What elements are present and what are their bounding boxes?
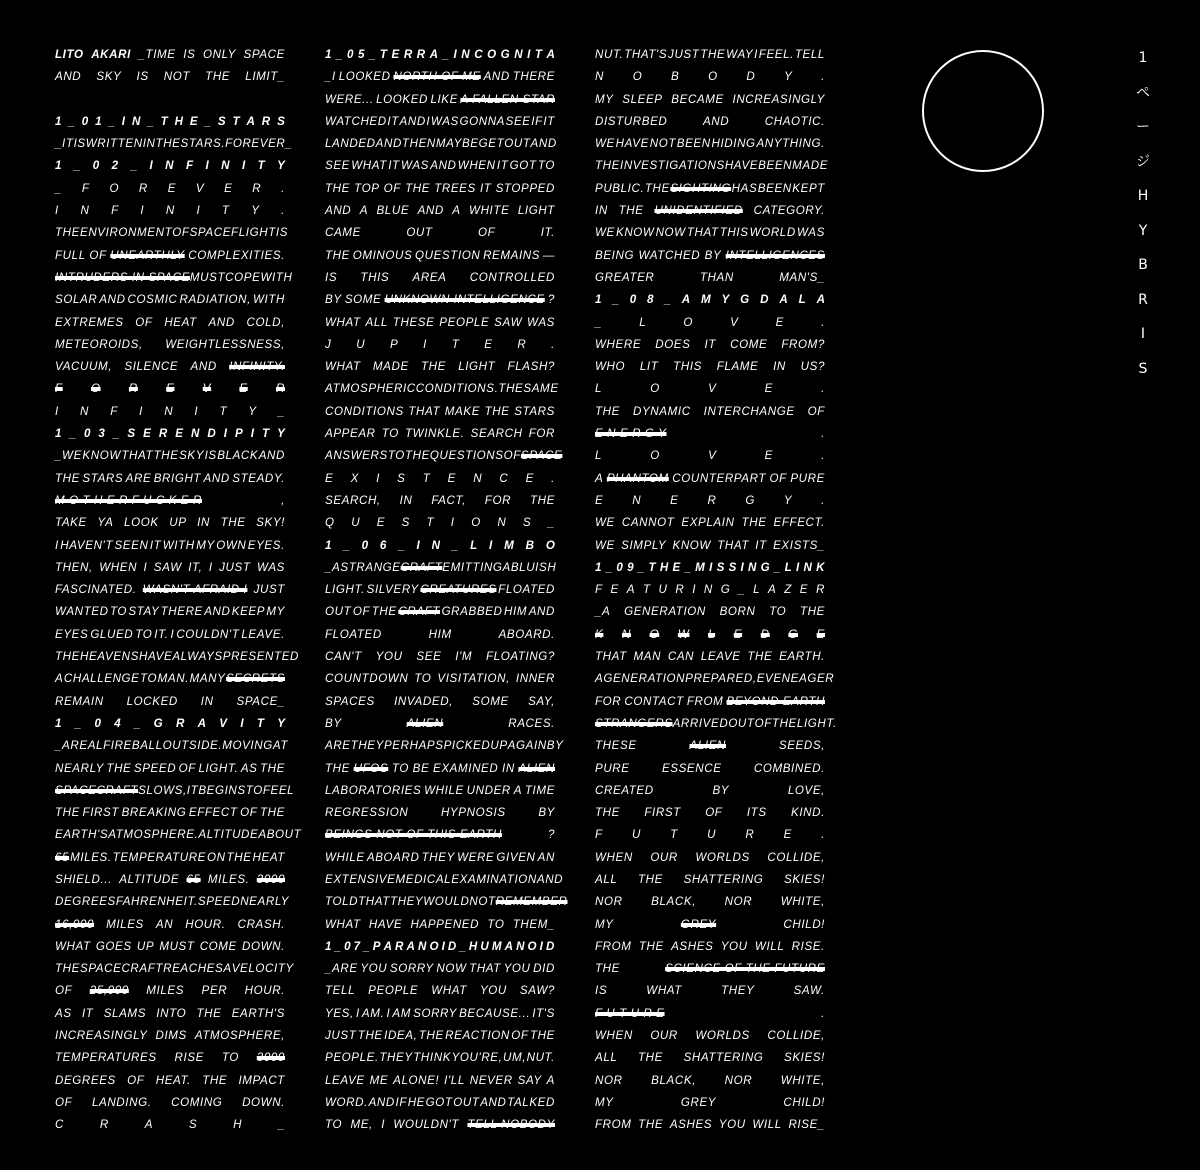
text-line: ALL THE SHATTERING SKIES! (595, 872, 825, 886)
track-heading: 1 _ 0 1 _ I N _ T H E _ S T A R S (55, 114, 285, 128)
text-line: OF 25,000 MILES PER HOUR. (55, 980, 285, 1002)
text-line (55, 378, 285, 400)
track-heading: 1 _ 0 9 _ T H E _ M I S S I N G _ L I N K (595, 560, 825, 574)
text-line: MY SLEEP BECAME INCREASINGLY (595, 92, 825, 106)
text-line: WANTED TO STAY THERE AND KEEP MY (55, 605, 285, 619)
redacted-text: ALIEN (406, 716, 444, 730)
text-line: I N F I N I T Y . (55, 204, 285, 218)
text-line: FROM THE ASHES YOU WILL RISE_ (595, 1118, 825, 1132)
text-line: THE FIRST OF ITS KIND. (595, 806, 825, 820)
redacted-text: UFOS (353, 761, 389, 775)
text-line: THE SPACECRAFT REACHES A VELOCITY (55, 962, 294, 976)
text-line: TEMPERATURES RISE TO 3000 (55, 1047, 285, 1069)
text-line: MY GREY CHILD! (595, 914, 825, 936)
text-line: THE DYNAMIC INTERCHANGE OF (595, 404, 825, 418)
text-line: TO ME, I WOULDN'T TELL NOBODY (325, 1114, 555, 1136)
text-line: A GENERATION PREPARED, EVEN EAGER (595, 672, 835, 686)
text-line: DISTURBED AND CHAOTIC. (595, 114, 825, 128)
redacted-text: 65 (55, 850, 70, 864)
text-line: IN THE UNIDENTIFIED CATEGORY. (595, 200, 825, 222)
text-line: TELL PEOPLE WHAT YOU SAW? (325, 984, 555, 998)
redacted-text: 3000 (256, 872, 285, 886)
text-line: PURE ESSENCE COMBINED. (595, 761, 825, 775)
title-char: ー (1136, 119, 1150, 135)
circle-emblem (922, 50, 1044, 172)
track-heading: 1 _ 0 6 _ I N _ L I M B O (325, 538, 555, 552)
redacted-text: 16,000 (55, 917, 95, 931)
text-line: F U T U R E . (595, 1003, 825, 1025)
text-line: SEE WHAT IT WAS AND WHEN IT GOT TO (325, 159, 555, 173)
text-line: LIGHT. SILVERY CREATURES FLOATED (325, 579, 555, 601)
redacted-text: INTRUDERS IN SPACE (55, 270, 190, 284)
text-line: SHIELD... ALTITUDE 65 MILES. 3000 (55, 869, 285, 891)
title-char: H (1137, 188, 1149, 204)
text-line (595, 624, 825, 646)
text-line: ALL THE SHATTERING SKIES! (595, 1051, 825, 1065)
text-line: Q U E S T I O N S _ (325, 516, 555, 530)
redacted-text: NORTH OF ME (393, 70, 481, 84)
text-line: _A REAL FIREBALL OUTSIDE. MOVING AT (55, 739, 288, 753)
redacted-text: SIGHTING (670, 181, 732, 195)
text-line: A PHANTOM COUNTERPART OF PURE (595, 468, 825, 490)
redacted-text: UNIDENTIFIED (654, 204, 743, 218)
redacted-text: CREATURES (420, 583, 497, 597)
text-line: DEGREES FAHRENHEIT. SPEED NEARLY (55, 895, 290, 909)
title-char: ペ (1136, 84, 1150, 101)
text-line: 16,000 MILES AN HOUR. CRASH. (55, 914, 285, 936)
text-line: EXTENSIVE MEDICAL EXAMINATION AND (325, 872, 564, 886)
title-char: S (1138, 360, 1148, 377)
redacted-text: SPACE (520, 449, 563, 463)
text-line: NUT. THAT'S JUST THE WAY I FEEL. TELL (595, 48, 825, 61)
redacted-text: ALIEN (518, 761, 555, 775)
text-line: ANSWERS TO THE QUESTIONS OF SPACE (325, 445, 555, 467)
text-line: LEAVE ME ALONE! I'LL NEVER SAY A (325, 1073, 555, 1087)
text-line: WHAT MADE THE LIGHT FLASH? (325, 360, 555, 374)
text-line: SEARCH, IN FACT, FOR THE (325, 493, 555, 507)
redacted-text: SCIENCE OF THE FUTURE (665, 962, 825, 976)
text-line: FROM THE ASHES YOU WILL RISE. (595, 939, 825, 953)
text-line: AND A BLUE AND A WHITE LIGHT (325, 204, 555, 218)
text-line: CAN'T YOU SEE I'M FLOATING? (325, 650, 555, 664)
text-line: WHAT GOES UP MUST COME DOWN. (55, 939, 285, 953)
text-line: ARE THEY PERHAPS PICKED UP AGAIN BY (325, 739, 564, 753)
redacted-text: INTELLIGENCES (725, 248, 825, 262)
text-line: JUST THE IDEA, THE REACTION OF THE (325, 1029, 555, 1043)
text-line: F U T U R E . (595, 828, 825, 842)
text-line: GREATER THAN MAN'S_ (595, 270, 825, 284)
text-line: THE OMINOUS QUESTION REMAINS — (325, 248, 555, 262)
redacted-text: GREY (680, 917, 717, 931)
redacted-text: F U T U R E (595, 1006, 665, 1020)
redacted-text: K N O W L E D G E (595, 627, 825, 641)
redacted-text: CRAFT (398, 605, 440, 619)
text-line: E N E R G Y . (595, 423, 825, 445)
text-line: WHAT HAVE HAPPENED TO THEM_ (325, 917, 555, 931)
text-line: FULL OF UNEARTHLY COMPLEXITIES. (55, 245, 285, 267)
text-line: CREATED BY LOVE, (595, 783, 825, 797)
text-column-1 (55, 44, 302, 1137)
redacted-text: SPACECRAFT (55, 783, 139, 797)
redacted-text: SECRETS (226, 672, 285, 686)
text-line: WE CANNOT EXPLAIN THE EFFECT. (595, 516, 825, 530)
text-line: APPEAR TO TWINKLE. SEARCH FOR (325, 427, 555, 441)
redacted-text: CRAFT (400, 560, 443, 574)
title-char: Y (1138, 222, 1148, 239)
text-line: _ F O R E V E R . (55, 181, 285, 195)
text-line: IS THIS AREA CONTROLLED (325, 270, 555, 284)
text-line: OUT OF THE CRAFT GRABBED HIM AND (325, 601, 555, 623)
text-line: STRANGERS ARRIVED OUT OF THE LIGHT. (595, 713, 825, 735)
redacted-text: UNKNOWN INTELLIGENCE (384, 293, 545, 307)
text-line: VACUUM, SILENCE AND INFINITY. (55, 356, 285, 378)
text-line: NEARLY THE SPEED OF LIGHT. AS THE (55, 761, 285, 775)
text-line: AS IT SLAMS INTO THE EARTH'S (55, 1006, 285, 1020)
text-line: WORD. AND IF HE GOT OUT AND TALKED (325, 1095, 555, 1109)
text-line: THE TOP OF THE TREES IT STOPPED (325, 181, 555, 195)
text-line: OF LANDING. COMING DOWN. (55, 1095, 285, 1109)
text-line: WE HAVE NOT BEEN HIDING ANYTHING. (595, 137, 825, 151)
text-line: FLOATED HIM ABOARD. (325, 627, 555, 641)
text-line: YES, I AM. I AM SORRY BECAUSE... IT'S (325, 1006, 555, 1020)
text-line: _ARE YOU SORRY NOW THAT YOU DID (325, 962, 555, 976)
text-line: CAME OUT OF IT. (325, 226, 555, 240)
track-heading: 1 _ 0 5 _ T E R R A _ I N C O G N I T A (325, 48, 555, 61)
redacted-text: E N E R G Y (595, 427, 667, 441)
track-heading: 1 _ 0 3 _ S E R E N D I P I T Y (55, 427, 285, 441)
text-line: REGRESSION HYPNOSIS BY (325, 806, 555, 820)
text-line: THESE ALIEN SEEDS, (595, 735, 825, 757)
redacted-text: 3000 (256, 1051, 285, 1065)
title-char: ジ (1136, 153, 1150, 170)
redacted-text: BEINGS NOT OF THIS EARTH (325, 828, 502, 842)
track-heading: 1 _ 0 7 _ P A R A N O I D _ H U M A N O I D (325, 939, 555, 953)
text-line: SOLAR AND COSMIC RADIATION, WITH (55, 293, 285, 307)
text-line: BEINGS NOT OF THIS EARTH ? (325, 824, 555, 846)
text-line: BY SOME UNKNOWN INTELLIGENCE ? (325, 289, 555, 311)
redacted-text: REMEMBER (495, 895, 568, 909)
text-line: _A GENERATION BORN TO THE (595, 605, 825, 619)
text-line: _I LOOKED NORTH OF ME AND THERE (325, 66, 555, 88)
track-heading: 1 _ 0 8 _ A M Y G D A L A (595, 293, 825, 307)
text-line: SPACES INVADED, SOME SAY, (325, 694, 555, 708)
redacted-text: UNEARTHLY (110, 248, 185, 262)
redacted-text: STRANGERS (595, 716, 673, 730)
redacted-text: F O R E V E R (55, 382, 285, 396)
text-line: NOR BLACK, NOR WHITE, (595, 1073, 825, 1087)
redacted-text: WASN'T AFRAID I (142, 583, 248, 597)
text-line: _IT IS WRITTEN IN THE STARS. FOREVER_ (55, 137, 293, 151)
text-line: WHERE DOES IT COME FROM? (595, 337, 825, 351)
text-line: I N F I N I T Y _ (55, 404, 285, 418)
text-line: INTRUDERS IN SPACE MUST COPE WITH (55, 267, 285, 289)
text-line: EYES GLUED TO IT. I COULDN'T LEAVE. (55, 627, 285, 641)
text-line: WHEN OUR WORLDS COLLIDE, (595, 1029, 825, 1043)
text-line: I HAVEN'T SEEN IT WITH MY OWN EYES. (55, 538, 285, 552)
text-line: THE HEAVENS HAVE ALWAYS PRESENTED (55, 650, 300, 664)
track-heading: 1 _ 0 2 _ I N F I N I T Y (55, 159, 285, 173)
redacted-text: 25,000 (89, 984, 129, 998)
text-column-3 (595, 44, 837, 1137)
text-line: LABORATORIES WHILE UNDER A TIME (325, 783, 555, 797)
text-line: REMAIN LOCKED IN SPACE_ (55, 694, 285, 708)
text-line: WHO LIT THIS FLAME IN US? (595, 360, 825, 374)
text-line: TOLD THAT THEY WOULD NOT REMEMBER (325, 891, 555, 913)
text-line: WERE... LOOKED LIKE A FALLEN STAR (325, 89, 555, 111)
text-line: L O V E . (595, 382, 825, 396)
text-line: EXTREMES OF HEAT AND COLD, (55, 315, 285, 329)
text-line: E X I S T E N C E . (325, 471, 555, 485)
text-line: DEGREES OF HEAT. THE IMPACT (55, 1073, 285, 1087)
text-line: FASCINATED. WASN'T AFRAID I JUST (55, 579, 285, 601)
text-line: BY ALIEN RACES. (325, 713, 555, 735)
redacted-text: A FALLEN STAR (460, 92, 555, 106)
text-line: L O V E . (595, 449, 825, 463)
text-line: J U P I T E R . (325, 337, 555, 351)
redacted-text: INFINITY. (229, 360, 285, 374)
text-line: C R A S H _ (55, 1118, 285, 1132)
text-line: CONDITIONS THAT MAKE THE STARS (325, 404, 555, 418)
text-line: THE STARS ARE BRIGHT AND STEADY. (55, 471, 285, 485)
text-line: THE SCIENCE OF THE FUTURE (595, 958, 825, 980)
text-line: BEING WATCHED BY INTELLIGENCES (595, 245, 825, 267)
text-line: THEN, WHEN I SAW IT, I JUST WAS (55, 560, 285, 574)
text-line: WE KNOW NOW THAT THIS WORLD WAS (595, 226, 825, 240)
text-line: NOR BLACK, NOR WHITE, (595, 895, 825, 909)
redacted-text: M O T H E R F U C K E R (55, 493, 202, 507)
title-char: B (1138, 257, 1148, 273)
text-line: ATMOSPHERIC CONDITIONS. THE SAME (325, 382, 559, 396)
text-line: PEOPLE. THEY THINK YOU'RE, UM, NUT. (325, 1051, 555, 1065)
title-char: 1 (1138, 50, 1148, 66)
redacted-text: PHANTOM (606, 471, 669, 485)
text-line: WHAT ALL THESE PEOPLE SAW WAS (325, 315, 555, 329)
text-line: WHILE ABOARD THEY WERE GIVEN AN (325, 850, 555, 864)
text-line: THE FIRST BREAKING EFFECT OF THE (55, 806, 285, 820)
text-line: MY GREY CHILD! (595, 1095, 825, 1109)
vertical-title (1128, 46, 1158, 391)
text-line: N O B O D Y . (595, 70, 825, 84)
text-line: LITO AKARI _TIME IS ONLY SPACE (55, 48, 285, 61)
text-line: EARTH'S ATMOSPHERE. ALTITUDE ABOUT (55, 828, 302, 842)
blank-line (55, 89, 285, 111)
title-char: R (1138, 291, 1148, 308)
text-line: PUBLIC. THE SIGHTING HAS BEEN KEPT (595, 178, 825, 200)
redacted-text: ALIEN (689, 739, 727, 753)
title-char: I (1140, 326, 1146, 342)
text-column-2 (325, 44, 568, 1137)
text-line: THE ENVIRONMENT OF SPACE FLIGHT IS (55, 226, 289, 240)
text-line: THE UFOS TO BE EXAMINED IN ALIEN (325, 758, 555, 780)
redacted-text: TELL NOBODY (467, 1118, 555, 1132)
text-line: E N E R G Y . (595, 493, 825, 507)
text-line: LANDED AND THEN MAYBE GET OUT AND (325, 137, 557, 151)
redacted-text: 65 (186, 872, 201, 886)
text-line: IS WHAT THEY SAW. (595, 984, 825, 998)
text-line: F E A T U R I N G _ L A Z E R (595, 583, 825, 597)
text-line: THE INVESTIGATIONS HAVE BEEN MADE (595, 159, 829, 173)
text-line: INCREASINGLY DIMS ATMOSPHERE, (55, 1029, 285, 1043)
text-line: COUNTDOWN TO VISITATION, INNER (325, 672, 555, 686)
text-line: 65 MILES. TEMPERATURE ON THE HEAT (55, 847, 285, 869)
text-line: FOR CONTACT FROM BEYOND EARTH (595, 691, 825, 713)
text-line: THAT MAN CAN LEAVE THE EARTH. (595, 650, 825, 664)
text-line: _ L O V E . (595, 315, 825, 329)
text-line: SPACECRAFT SLOWS, IT BEGINS TO FEEL (55, 780, 285, 802)
text-line: AND SKY IS NOT THE LIMIT_ (55, 70, 285, 84)
text-line: METEOROIDS, WEIGHTLESSNESS, (55, 337, 285, 351)
text-line: _WE KNOW THAT THE SKY IS BLACK AND (55, 449, 285, 463)
redacted-text: BEYOND EARTH (726, 694, 825, 708)
text-line: M O T H E R F U C K E R , (55, 490, 285, 512)
text-line: WATCHED IT AND I WAS GONNA SEE IF IT (325, 114, 555, 128)
text-line: WHEN OUR WORLDS COLLIDE, (595, 850, 825, 864)
text-line: _A STRANGE CRAFT EMITTING A BLUISH (325, 557, 555, 579)
text-line: TAKE YA LOOK UP IN THE SKY! (55, 516, 285, 530)
track-heading: 1 _ 0 4 _ G R A V I T Y (55, 716, 285, 730)
text-line: WE SIMPLY KNOW THAT IT EXISTS_ (595, 538, 825, 552)
text-line: A CHALLENGE TO MAN. MANY SECRETS (55, 668, 285, 690)
